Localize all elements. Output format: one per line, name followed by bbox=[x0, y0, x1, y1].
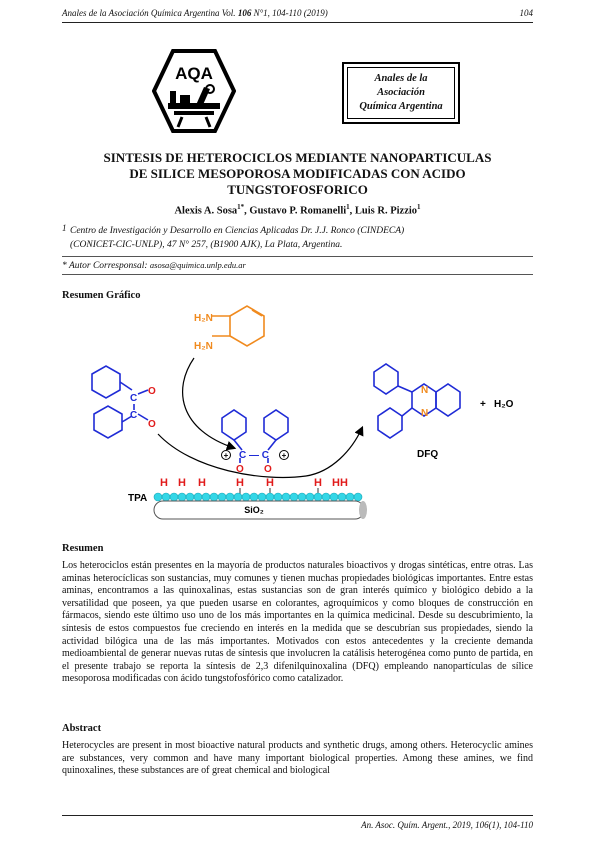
svg-text:N: N bbox=[421, 385, 429, 396]
svg-text:+: + bbox=[223, 451, 229, 460]
svg-text:H: H bbox=[266, 477, 274, 489]
running-header bbox=[62, 8, 533, 18]
svg-text:C: C bbox=[130, 410, 138, 421]
svg-text:C — C: C — C bbox=[239, 450, 269, 461]
graphic-abstract bbox=[62, 300, 533, 530]
abstract-text: Heterocycles are present in most bioactive natural products and synthetic drugs, among others. Heterocyclic amines are substances, very common and have many important biological properties. Among these amines, we find quinoxalines, these substances are of great chemical and biological bbox=[62, 740, 533, 777]
proton-labels bbox=[160, 477, 348, 489]
affiliation-rule bbox=[62, 256, 533, 257]
footer-rule bbox=[62, 815, 533, 816]
svg-text:AQA: AQA bbox=[175, 64, 213, 83]
svg-text:TPA: TPA bbox=[128, 493, 148, 504]
resumen-heading: Resumen bbox=[62, 543, 104, 554]
svg-text:C: C bbox=[130, 393, 138, 404]
svg-text:H: H bbox=[236, 477, 244, 489]
svg-text:H₂N: H₂N bbox=[194, 341, 213, 352]
corresponding-rule bbox=[62, 274, 533, 275]
svg-text:SiO₂: SiO₂ bbox=[244, 505, 264, 515]
diamine-structure bbox=[212, 306, 264, 346]
running-footer: An. Asoc. Quím. Argent., 2019, 106(1), 104-110 bbox=[361, 820, 533, 830]
svg-text:+: + bbox=[281, 451, 287, 460]
svg-text:O: O bbox=[236, 464, 244, 475]
svg-text:H: H bbox=[160, 477, 168, 489]
abstract-heading: Abstract bbox=[62, 723, 102, 734]
svg-text:N: N bbox=[421, 408, 429, 419]
svg-text:H₂N: H₂N bbox=[194, 313, 213, 324]
svg-text:O: O bbox=[148, 386, 156, 397]
journal-citation: Anales de la Asociación Química Argentina Vol. 106 N°1, 104-110 (2019) bbox=[62, 8, 328, 18]
author-email: asosa@quimica.unlp.edu.ar bbox=[149, 260, 246, 270]
svg-text:H: H bbox=[198, 477, 206, 489]
tpa-layer bbox=[154, 493, 362, 501]
svg-text:H₂O: H₂O bbox=[494, 399, 514, 410]
header-rule bbox=[62, 22, 533, 23]
svg-text:+: + bbox=[480, 399, 486, 410]
affiliation: 1 Centro de Investigación y Desarrollo en Ciencias Aplicadas Dr. J.J. Ronco (CINDECA) (CONICET-CIC-UNLP), 47 N° 257, (B1900 AJK), La Plata, Argentina. bbox=[62, 223, 405, 250]
svg-text:O: O bbox=[264, 464, 272, 475]
svg-text:HH: HH bbox=[332, 477, 348, 489]
author-list: Alexis A. Sosa$^{1*}$, Gustavo P. Romanelli$^1$, Luis R. Pizzio$^1$ bbox=[174, 203, 421, 217]
corresponding-author: * Autor Corresponsal: asosa@quimica.unlp.edu.ar bbox=[62, 260, 246, 271]
svg-text:DFQ: DFQ bbox=[417, 449, 439, 460]
author-name: Luis R. Pizzio bbox=[354, 205, 418, 217]
author-name: Gustavo P. Romanelli bbox=[249, 205, 347, 217]
svg-text:H: H bbox=[178, 477, 186, 489]
author-name: Alexis A. Sosa bbox=[174, 205, 238, 217]
svg-text:H: H bbox=[314, 477, 322, 489]
graphic-abstract-heading: Resumen Gráfico bbox=[62, 290, 141, 301]
product-structure bbox=[374, 364, 460, 438]
benzil-structure bbox=[92, 366, 148, 438]
journal-name-box: Anales de la Asociación Química Argentina bbox=[342, 62, 460, 124]
resumen-text: Los heterociclos están presentes en la mayoría de productos naturales bioactivos y drogas sintéticas, entre otras. Las aminas heterocíclicas son sustancias, muy comunes y tienen muchas propiedades biológicas importantes. Entre estas aminas, encontramos a las quinoxalinas, estas sustancias son de gran interés químico y biológico debido a la versatilidad que poseen, ya que pueden usarse en colorantes, agroquímicos y como bloques de construcción en fármacos, siendo este último uso uno de los más importantes en la química medicinal. Desde su descubrimiento, la síntesis de estos compuestos fue creciendo en interés en la medida que se descubrían sus propiedades, siendo la actividad bilógica una de las más importantes. Motivados con estos antecedentes y la creciente demanda medioambiental de generar nuevas rutas de síntesis que involucren la catálisis heterogénea como punto de partida, en el presente trabajo se reporta la síntesis de 2,3 difenilquinoxalina (DFQ) empleando nanopartículas de sílice mesoporosa modificadas con ácido tungstofosfórico como catalizador. bbox=[62, 560, 533, 685]
page-number: 104 bbox=[519, 8, 533, 18]
aqa-logo bbox=[152, 47, 236, 135]
svg-text:O: O bbox=[148, 419, 156, 430]
article-title: SINTESIS DE HETEROCICLOS MEDIANTE NANOPARTICULAS DE SILICE MESOPOROSA MODIFICADAS CON ACIDO TUNGSTOFOSFORICO bbox=[103, 150, 492, 197]
